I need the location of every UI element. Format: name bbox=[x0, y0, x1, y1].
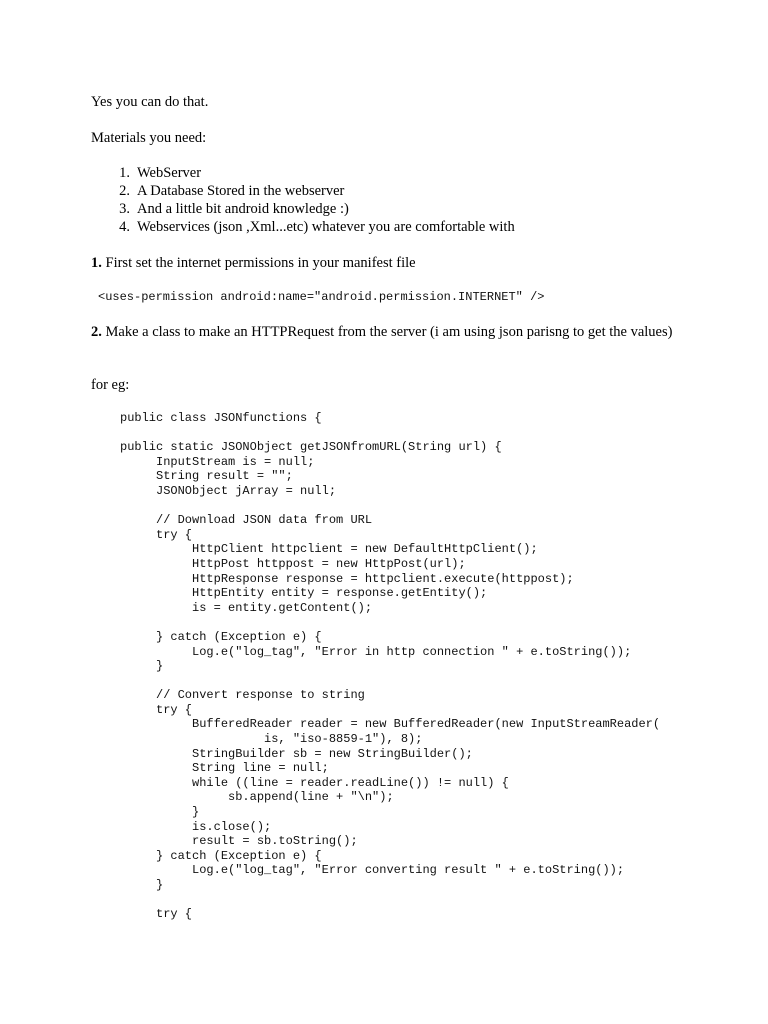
list-item-number: 4. bbox=[119, 219, 130, 235]
list-item-text: WebServer bbox=[137, 165, 202, 181]
step-1-paragraph bbox=[91, 254, 708, 272]
java-code-block: public class JSONfunctions { public static JSONObject getJSONfromURL(String url) { InputStream is = null; String result = ""; JSONObject jArray = null; // Download JSON data from URL try { HttpClient httpclient = new DefaultHttpClient(); HttpPost httppost = new HttpPost(url); HttpResponse response = httpclient.execute(httppost); HttpEntity entity = response.getEntity(); is = entity.getContent(); } catch (Exception e) { Log.e("log_tag", "Error in http connection " + e.toString()); } // Convert response to string try { BufferedReader reader = new BufferedReader(new InputStreamReader( is, "iso-8859-1"), 8); StringBuilder sb = new StringBuilder(); String line = null; while ((line = reader.readLine()) != null) { sb.append(line + "\n"); } is.close(); result = sb.toString(); } catch (Exception e) { Log.e("log_tag", "Error converting result " + e.toString()); } try { bbox=[120, 411, 661, 922]
list-item-number: 3. bbox=[119, 201, 130, 217]
manifest-code-block: <uses-permission android:name="android.permission.INTERNET" /> bbox=[98, 290, 545, 304]
step-2-text: Make a class to make an HTTPRequest from the server (i am using json parisng to get the values) bbox=[101, 324, 673, 340]
list-item bbox=[91, 164, 515, 182]
step-1-text: First set the internet permissions in your manifest file bbox=[101, 255, 416, 271]
list-item-text: Webservices (json ,Xml...etc) whatever you are comfortable with bbox=[137, 219, 515, 235]
list-item-number: 1. bbox=[119, 165, 130, 181]
step-1-number: 1. bbox=[91, 255, 102, 271]
materials-list bbox=[91, 164, 515, 236]
list-item-text: A Database Stored in the webserver bbox=[137, 183, 345, 199]
list-item-text: And a little bit android knowledge :) bbox=[137, 201, 349, 217]
step-2-number: 2. bbox=[91, 324, 102, 340]
list-item bbox=[91, 200, 515, 218]
list-item-number: 2. bbox=[119, 183, 130, 199]
list-item bbox=[91, 182, 515, 200]
intro-text: Yes you can do that. bbox=[91, 94, 209, 110]
list-item bbox=[91, 218, 515, 236]
step-2-paragraph bbox=[91, 323, 708, 342]
materials-heading: Materials you need: bbox=[91, 130, 207, 146]
for-example-text: for eg: bbox=[91, 377, 130, 393]
